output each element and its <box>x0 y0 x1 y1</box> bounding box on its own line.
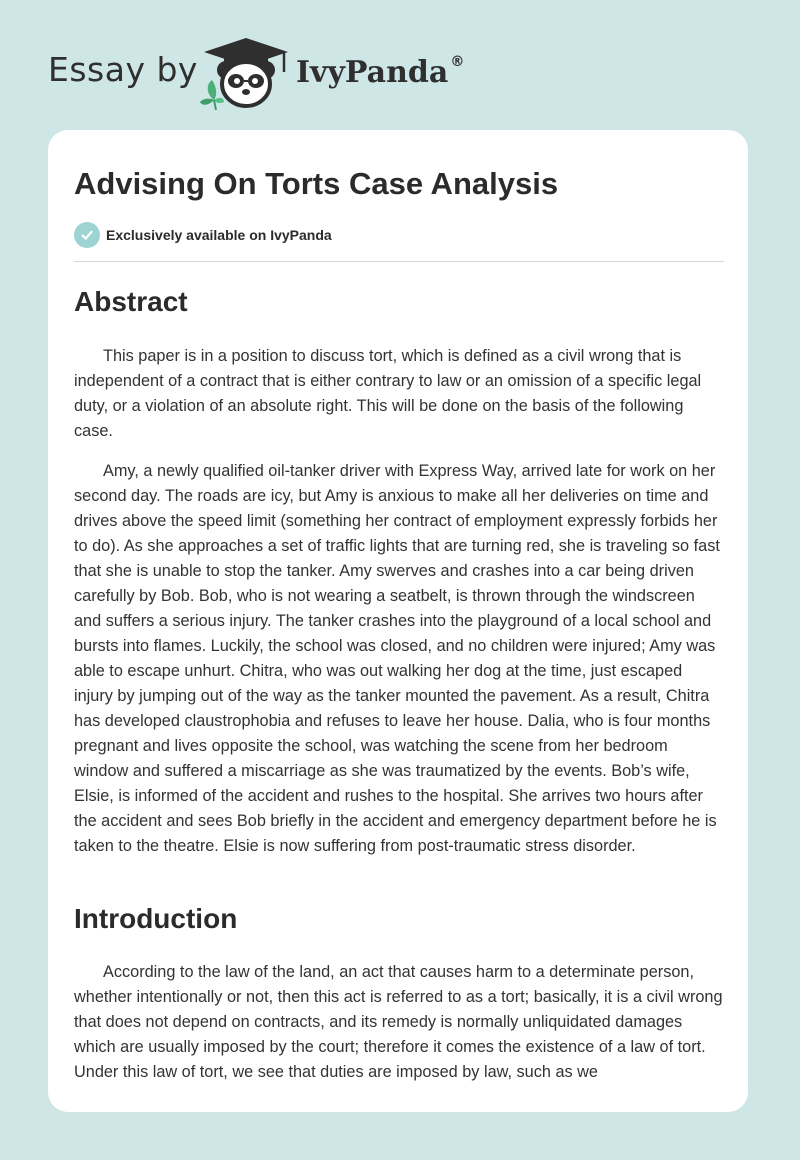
page-title: Advising On Torts Case Analysis <box>74 166 559 201</box>
section-heading-introduction: Introduction <box>74 903 238 934</box>
panda-graduate-logo-icon[interactable] <box>200 36 292 110</box>
paragraph: This paper is in a position to discuss tort, which is defined as a civil wrong that is independent of a contract that is either contrary to law or an omission of a specific legal duty, or a violation of an absolute right. This will be done on the basis of the following case. <box>74 347 702 440</box>
paragraph: According to the law of the land, an act that causes harm to a determinate person, whether intentionally or not, then this act is referred to as a tort; basically, it is a civil wrong that does not depend on contracts, and its remedy is normally unliquidated damages which are usually imposed by the court; therefore it comes the existence of a law of tort. Under this law of tort, we see that duties are imposed by law, such as we <box>74 963 723 1081</box>
registered-mark: ® <box>450 54 465 70</box>
brand-label: IvyPanda <box>296 55 449 90</box>
brand-name[interactable] <box>296 54 464 90</box>
section-heading-abstract: Abstract <box>74 286 188 317</box>
title-divider <box>74 261 724 262</box>
exclusive-badge <box>74 222 332 248</box>
check-circle-icon <box>74 222 100 248</box>
essay-by-label: Essay by <box>48 50 198 89</box>
exclusive-badge-label: Exclusively available on IvyPanda <box>106 227 332 243</box>
essay-card <box>48 130 748 1112</box>
site-header <box>0 0 800 130</box>
paragraph: Amy, a newly qualified oil-tanker driver with Express Way, arrived late for work on her second day. The roads are icy, but Amy is anxious to make all her deliveries on time and drives above the speed limit (something her contract of employment expressly forbids her to do). As she approaches a set of traffic lights that are turning red, she is traveling so fast that she is unable to stop the tanker. Amy swerves and crashes into a car being driven carefully by Bob. Bob, who is not wearing a seatbelt, is thrown through the windscreen and suffers a serious injury. The tanker crashes into the playground of a local school and bursts into flames. Luckily, the school was closed, and no children were injured; Amy was able to escape unhurt. Chitra, who was out walking her dog at the time, just escaped injury by jumping out of the way as the tanker mounted the pavement. As a result, Chitra has developed claustrophobia and refuses to leave her house. Dalia, who is four months pregnant and lives opposite the school, was watching the scene from her bedroom window and suffered a miscarriage as she was traumatized by the events. Bob’s wife, Elsie, is informed of the accident and rushes to the hospital. She arrives two hours after the accident and sees Bob briefly in the accident and emergency department before he is taken to the theatre. Elsie is now suffering from post-traumatic stress disorder. <box>74 462 720 855</box>
